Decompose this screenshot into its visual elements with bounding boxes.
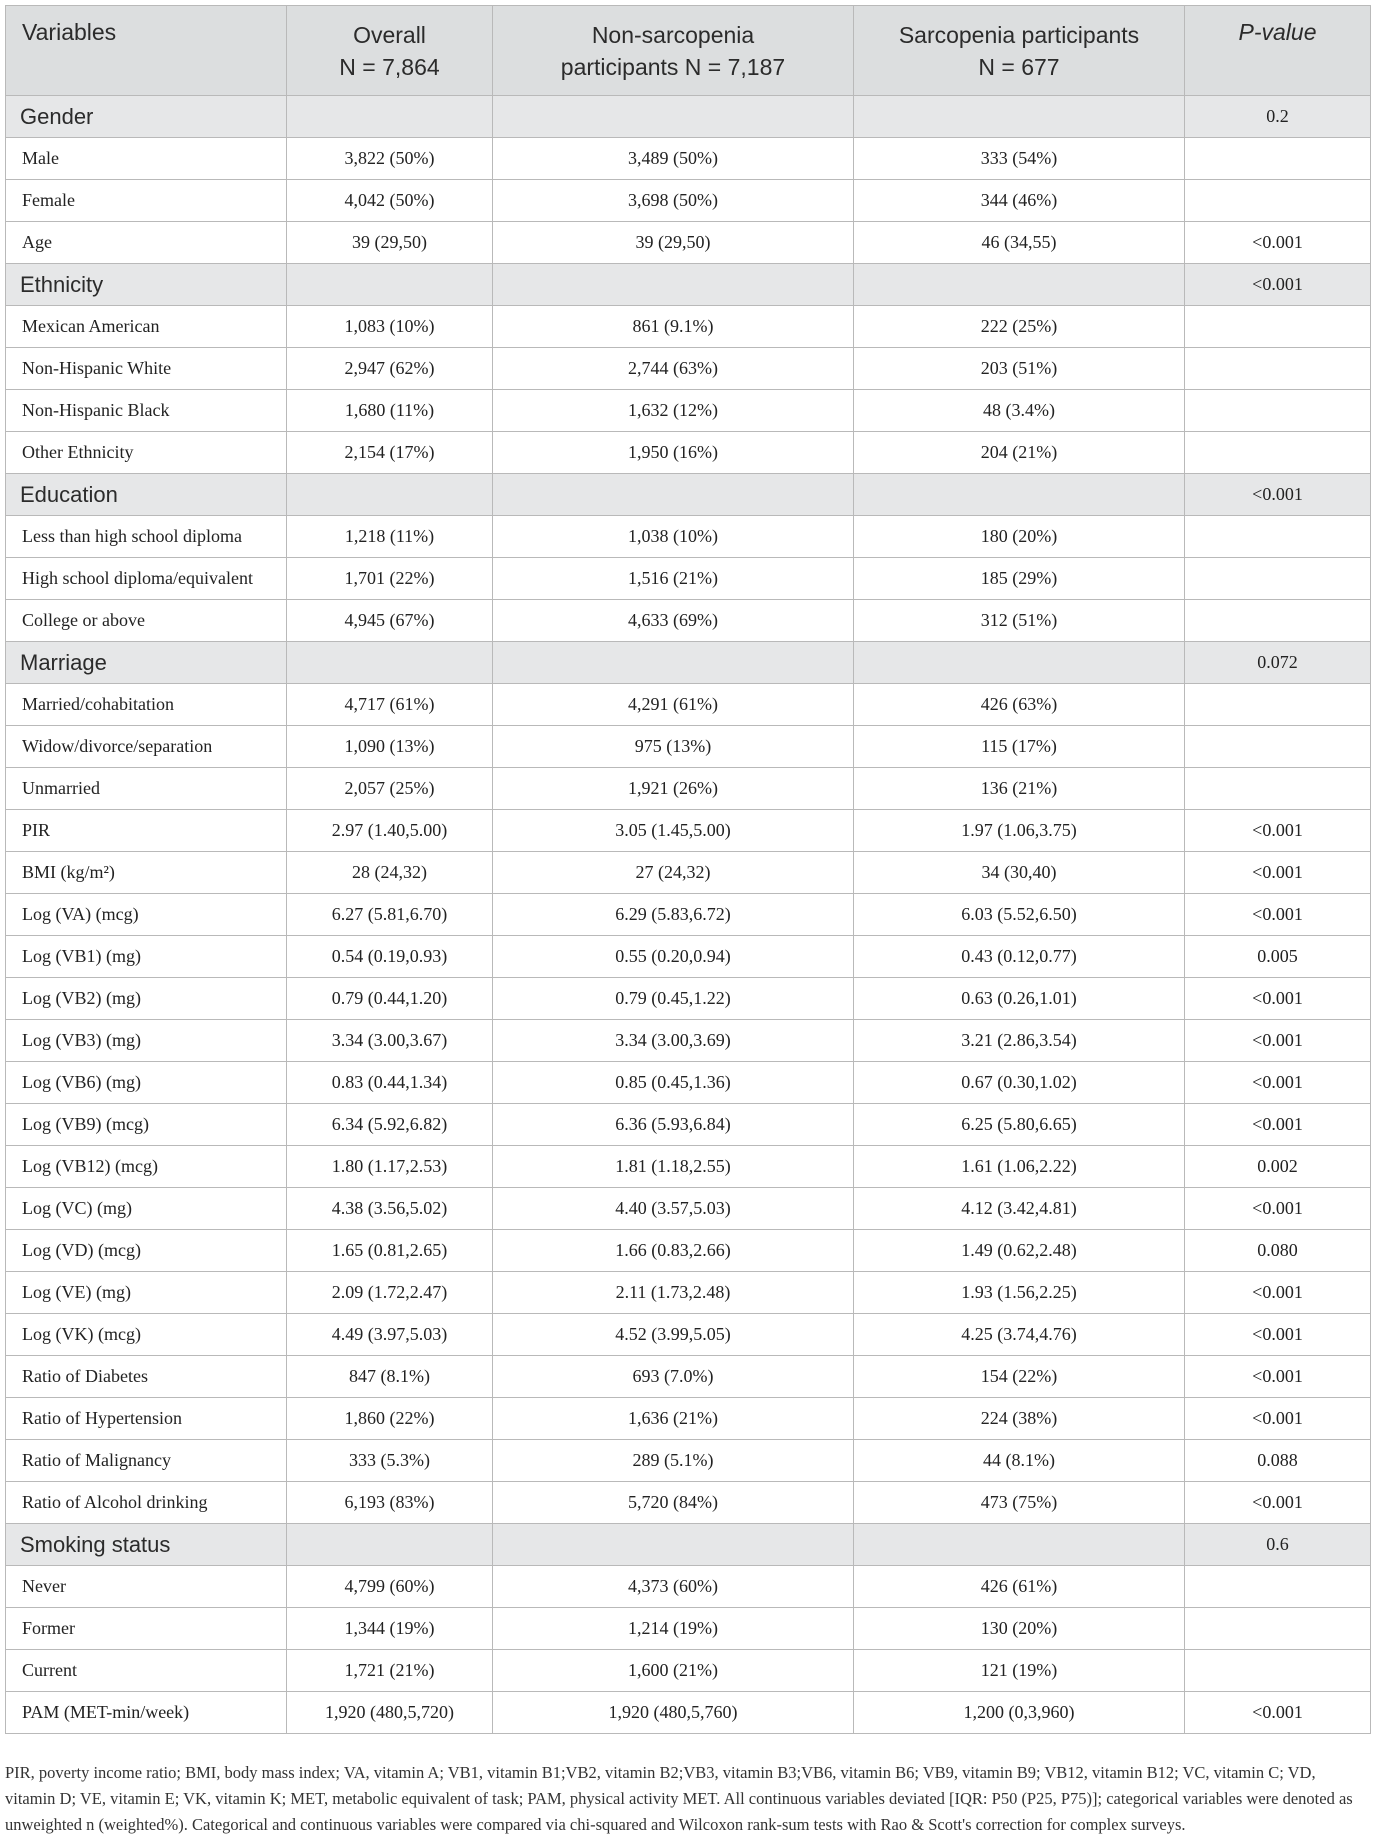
- variable-label: Former: [6, 1608, 287, 1650]
- section-empty-cell: [287, 264, 493, 306]
- p-value: 0.080: [1185, 1230, 1371, 1272]
- sarcopenia-value: 0.67 (0.30,1.02): [854, 1062, 1185, 1104]
- p-value: [1185, 600, 1371, 642]
- table-row: [6, 222, 1371, 264]
- variable-label: Log (VB1) (mg): [6, 936, 287, 978]
- table-row: [6, 978, 1371, 1020]
- p-value: [1185, 138, 1371, 180]
- header-p-value-label: P-value: [1238, 19, 1317, 45]
- p-value: [1185, 1608, 1371, 1650]
- non-sarcopenia-value: 5,720 (84%): [493, 1482, 854, 1524]
- overall-value: 4.38 (3.56,5.02): [287, 1188, 493, 1230]
- table-row: [6, 894, 1371, 936]
- p-value: [1185, 390, 1371, 432]
- p-value: <0.001: [1185, 852, 1371, 894]
- overall-value: 1,701 (22%): [287, 558, 493, 600]
- sarcopenia-value: 46 (34,55): [854, 222, 1185, 264]
- variable-label: Log (VK) (mcg): [6, 1314, 287, 1356]
- overall-value: 847 (8.1%): [287, 1356, 493, 1398]
- sarcopenia-value: 48 (3.4%): [854, 390, 1185, 432]
- section-empty-cell: [493, 96, 854, 138]
- overall-value: 6,193 (83%): [287, 1482, 493, 1524]
- section-p-value: 0.2: [1185, 96, 1371, 138]
- variable-label: Age: [6, 222, 287, 264]
- variable-label: Log (VB3) (mg): [6, 1020, 287, 1062]
- section-empty-cell: [287, 642, 493, 684]
- p-value: <0.001: [1185, 1272, 1371, 1314]
- variable-label: BMI (kg/m²): [6, 852, 287, 894]
- non-sarcopenia-value: 6.29 (5.83,6.72): [493, 894, 854, 936]
- header-sarcopenia-title: Sarcopenia participants: [898, 21, 1140, 48]
- sarcopenia-value: 204 (21%): [854, 432, 1185, 474]
- overall-value: 2.97 (1.40,5.00): [287, 810, 493, 852]
- overall-value: 4,799 (60%): [287, 1566, 493, 1608]
- table-row: [6, 432, 1371, 474]
- section-row: [6, 642, 1371, 684]
- header-overall-n: N = 7,864: [339, 53, 440, 80]
- variable-label: Married/cohabitation: [6, 684, 287, 726]
- sarcopenia-value: 426 (61%): [854, 1566, 1185, 1608]
- header-non-sarcopenia: [493, 6, 854, 96]
- table-row: [6, 852, 1371, 894]
- p-value: [1185, 768, 1371, 810]
- table-row: [6, 180, 1371, 222]
- section-empty-cell: [854, 642, 1185, 684]
- p-value: [1185, 306, 1371, 348]
- variable-label: Other Ethnicity: [6, 432, 287, 474]
- variable-label: Ratio of Hypertension: [6, 1398, 287, 1440]
- variable-label: Ratio of Alcohol drinking: [6, 1482, 287, 1524]
- p-value: [1185, 726, 1371, 768]
- non-sarcopenia-value: 1.81 (1.18,2.55): [493, 1146, 854, 1188]
- variable-label: Non-Hispanic White: [6, 348, 287, 390]
- section-label: Gender: [6, 96, 287, 138]
- header-non-sarcopenia-title: Non-sarcopenia: [591, 21, 755, 48]
- section-empty-cell: [287, 96, 493, 138]
- sarcopenia-value: 222 (25%): [854, 306, 1185, 348]
- sarcopenia-value: 224 (38%): [854, 1398, 1185, 1440]
- overall-value: 1,721 (21%): [287, 1650, 493, 1692]
- non-sarcopenia-value: 1,214 (19%): [493, 1608, 854, 1650]
- non-sarcopenia-value: 4,633 (69%): [493, 600, 854, 642]
- p-value: 0.005: [1185, 936, 1371, 978]
- non-sarcopenia-value: 693 (7.0%): [493, 1356, 854, 1398]
- sarcopenia-value: 6.25 (5.80,6.65): [854, 1104, 1185, 1146]
- section-p-value: 0.072: [1185, 642, 1371, 684]
- header-variables: Variables: [6, 6, 287, 96]
- sarcopenia-value: 121 (19%): [854, 1650, 1185, 1692]
- section-label: Ethnicity: [6, 264, 287, 306]
- non-sarcopenia-value: 1,038 (10%): [493, 516, 854, 558]
- variable-label: Non-Hispanic Black: [6, 390, 287, 432]
- variable-label: Log (VA) (mcg): [6, 894, 287, 936]
- variable-label: Current: [6, 1650, 287, 1692]
- table-row: [6, 1188, 1371, 1230]
- variable-label: Log (VD) (mcg): [6, 1230, 287, 1272]
- overall-value: 4,042 (50%): [287, 180, 493, 222]
- table-row: [6, 138, 1371, 180]
- table-row: [6, 936, 1371, 978]
- section-empty-cell: [854, 264, 1185, 306]
- p-value: 0.088: [1185, 1440, 1371, 1482]
- characteristics-table: [5, 5, 1371, 1734]
- variable-label: PAM (MET-min/week): [6, 1692, 287, 1734]
- overall-value: 2,947 (62%): [287, 348, 493, 390]
- overall-value: 4.49 (3.97,5.03): [287, 1314, 493, 1356]
- non-sarcopenia-value: 39 (29,50): [493, 222, 854, 264]
- overall-value: 4,945 (67%): [287, 600, 493, 642]
- table-row: [6, 1692, 1371, 1734]
- p-value: <0.001: [1185, 894, 1371, 936]
- variable-label: Log (VB6) (mg): [6, 1062, 287, 1104]
- sarcopenia-value: 333 (54%): [854, 138, 1185, 180]
- p-value: <0.001: [1185, 810, 1371, 852]
- non-sarcopenia-value: 3,489 (50%): [493, 138, 854, 180]
- section-empty-cell: [287, 1524, 493, 1566]
- overall-value: 0.83 (0.44,1.34): [287, 1062, 493, 1104]
- p-value: <0.001: [1185, 1314, 1371, 1356]
- non-sarcopenia-value: 1,921 (26%): [493, 768, 854, 810]
- non-sarcopenia-value: 975 (13%): [493, 726, 854, 768]
- p-value: <0.001: [1185, 1692, 1371, 1734]
- header-sarcopenia: [854, 6, 1185, 96]
- non-sarcopenia-value: 27 (24,32): [493, 852, 854, 894]
- overall-value: 6.27 (5.81,6.70): [287, 894, 493, 936]
- p-value: <0.001: [1185, 978, 1371, 1020]
- p-value: [1185, 516, 1371, 558]
- sarcopenia-value: 4.25 (3.74,4.76): [854, 1314, 1185, 1356]
- sarcopenia-value: 4.12 (3.42,4.81): [854, 1188, 1185, 1230]
- overall-value: 1.80 (1.17,2.53): [287, 1146, 493, 1188]
- section-label: Smoking status: [6, 1524, 287, 1566]
- p-value: <0.001: [1185, 1398, 1371, 1440]
- section-empty-cell: [493, 474, 854, 516]
- table-row: [6, 348, 1371, 390]
- non-sarcopenia-value: 1.66 (0.83,2.66): [493, 1230, 854, 1272]
- overall-value: 1,090 (13%): [287, 726, 493, 768]
- overall-value: 0.54 (0.19,0.93): [287, 936, 493, 978]
- sarcopenia-value: 312 (51%): [854, 600, 1185, 642]
- variable-label: Less than high school diploma: [6, 516, 287, 558]
- p-value: <0.001: [1185, 1104, 1371, 1146]
- table-row: [6, 810, 1371, 852]
- section-p-value: <0.001: [1185, 264, 1371, 306]
- section-empty-cell: [493, 264, 854, 306]
- variable-label: Log (VE) (mg): [6, 1272, 287, 1314]
- section-empty-cell: [854, 96, 1185, 138]
- sarcopenia-value: 0.63 (0.26,1.01): [854, 978, 1185, 1020]
- overall-value: 1.65 (0.81,2.65): [287, 1230, 493, 1272]
- section-label: Education: [6, 474, 287, 516]
- table-row: [6, 684, 1371, 726]
- table-row: [6, 1230, 1371, 1272]
- overall-value: 6.34 (5.92,6.82): [287, 1104, 493, 1146]
- table-row: [6, 1356, 1371, 1398]
- overall-value: 1,680 (11%): [287, 390, 493, 432]
- table-footnote: PIR, poverty income ratio; BMI, body mass index; VA, vitamin A; VB1, vitamin B1;VB2, vitamin B2;VB3, vitamin B3;VB6, vitamin B6; VB9, vitamin B9; VB12, vitamin B12; VC, vitamin C; VD, vitamin D; VE, vitamin E; VK, vitamin K; MET, metabolic equivalent of task; PAM, physical activity MET. All continuous variables deviated [IQR: P50 (P25, P75)]; categorical variables were denoted as unweighted n (weighted%). Categorical and continuous variables were compared via chi-squared and Wilcoxon rank-sum tests with Rao & Scott's correction for complex surveys.: [5, 1763, 1353, 1834]
- non-sarcopenia-value: 4.40 (3.57,5.03): [493, 1188, 854, 1230]
- sarcopenia-value: 34 (30,40): [854, 852, 1185, 894]
- sarcopenia-value: 1.93 (1.56,2.25): [854, 1272, 1185, 1314]
- variable-label: Female: [6, 180, 287, 222]
- table-row: [6, 1062, 1371, 1104]
- table-row: [6, 1608, 1371, 1650]
- non-sarcopenia-value: 0.85 (0.45,1.36): [493, 1062, 854, 1104]
- overall-value: 333 (5.3%): [287, 1440, 493, 1482]
- table-row: [6, 726, 1371, 768]
- p-value: <0.001: [1185, 1062, 1371, 1104]
- section-empty-cell: [854, 474, 1185, 516]
- sarcopenia-value: 6.03 (5.52,6.50): [854, 894, 1185, 936]
- overall-value: 1,218 (11%): [287, 516, 493, 558]
- non-sarcopenia-value: 1,950 (16%): [493, 432, 854, 474]
- non-sarcopenia-value: 0.79 (0.45,1.22): [493, 978, 854, 1020]
- p-value: [1185, 348, 1371, 390]
- section-empty-cell: [493, 642, 854, 684]
- table-row: [6, 1020, 1371, 1062]
- table-header: [6, 6, 1371, 96]
- table-row: [6, 1314, 1371, 1356]
- section-row: [6, 1524, 1371, 1566]
- header-overall: [287, 6, 493, 96]
- overall-value: 2,154 (17%): [287, 432, 493, 474]
- header-sarcopenia-n: N = 677: [978, 53, 1060, 80]
- p-value: [1185, 432, 1371, 474]
- sarcopenia-value: 473 (75%): [854, 1482, 1185, 1524]
- variable-label: Unmarried: [6, 768, 287, 810]
- sarcopenia-value: 130 (20%): [854, 1608, 1185, 1650]
- non-sarcopenia-value: 1,516 (21%): [493, 558, 854, 600]
- p-value: <0.001: [1185, 222, 1371, 264]
- overall-value: 3.34 (3.00,3.67): [287, 1020, 493, 1062]
- variable-label: Ratio of Diabetes: [6, 1356, 287, 1398]
- sarcopenia-value: 1,200 (0,3,960): [854, 1692, 1185, 1734]
- variable-label: Log (VB12) (mcg): [6, 1146, 287, 1188]
- p-value: [1185, 1650, 1371, 1692]
- non-sarcopenia-value: 3.05 (1.45,5.00): [493, 810, 854, 852]
- overall-value: 2,057 (25%): [287, 768, 493, 810]
- table-body: [6, 96, 1371, 1734]
- section-empty-cell: [493, 1524, 854, 1566]
- p-value: <0.001: [1185, 1188, 1371, 1230]
- non-sarcopenia-value: 3,698 (50%): [493, 180, 854, 222]
- table-row: [6, 1440, 1371, 1482]
- non-sarcopenia-value: 4,373 (60%): [493, 1566, 854, 1608]
- variable-label: Log (VB9) (mcg): [6, 1104, 287, 1146]
- p-value: [1185, 558, 1371, 600]
- overall-value: 2.09 (1.72,2.47): [287, 1272, 493, 1314]
- variable-label: Log (VB2) (mg): [6, 978, 287, 1020]
- non-sarcopenia-value: 2,744 (63%): [493, 348, 854, 390]
- table-row: [6, 1104, 1371, 1146]
- table-row: [6, 390, 1371, 432]
- sarcopenia-value: 344 (46%): [854, 180, 1185, 222]
- non-sarcopenia-value: 289 (5.1%): [493, 1440, 854, 1482]
- overall-value: 1,920 (480,5,720): [287, 1692, 493, 1734]
- sarcopenia-value: 1.49 (0.62,2.48): [854, 1230, 1185, 1272]
- overall-value: 0.79 (0.44,1.20): [287, 978, 493, 1020]
- table-row: [6, 306, 1371, 348]
- p-value: <0.001: [1185, 1020, 1371, 1062]
- variable-label: Never: [6, 1566, 287, 1608]
- variable-label: Log (VC) (mg): [6, 1188, 287, 1230]
- sarcopenia-value: 115 (17%): [854, 726, 1185, 768]
- sarcopenia-value: 1.61 (1.06,2.22): [854, 1146, 1185, 1188]
- section-empty-cell: [287, 474, 493, 516]
- sarcopenia-value: 185 (29%): [854, 558, 1185, 600]
- table-row: [6, 558, 1371, 600]
- table-row: [6, 1146, 1371, 1188]
- table-row: [6, 600, 1371, 642]
- p-value: [1185, 1566, 1371, 1608]
- non-sarcopenia-value: 0.55 (0.20,0.94): [493, 936, 854, 978]
- variable-label: Ratio of Malignancy: [6, 1440, 287, 1482]
- non-sarcopenia-value: 1,920 (480,5,760): [493, 1692, 854, 1734]
- sarcopenia-value: 180 (20%): [854, 516, 1185, 558]
- header-non-sarcopenia-n: participants N = 7,187: [560, 53, 786, 80]
- variable-label: PIR: [6, 810, 287, 852]
- non-sarcopenia-value: 861 (9.1%): [493, 306, 854, 348]
- table-row: [6, 1398, 1371, 1440]
- variable-label: College or above: [6, 600, 287, 642]
- non-sarcopenia-value: 4,291 (61%): [493, 684, 854, 726]
- overall-value: 39 (29,50): [287, 222, 493, 264]
- overall-value: 28 (24,32): [287, 852, 493, 894]
- non-sarcopenia-value: 6.36 (5.93,6.84): [493, 1104, 854, 1146]
- sarcopenia-value: 44 (8.1%): [854, 1440, 1185, 1482]
- sarcopenia-value: 426 (63%): [854, 684, 1185, 726]
- overall-value: 1,344 (19%): [287, 1608, 493, 1650]
- p-value: <0.001: [1185, 1482, 1371, 1524]
- overall-value: 1,083 (10%): [287, 306, 493, 348]
- sarcopenia-value: 203 (51%): [854, 348, 1185, 390]
- header-overall-title: Overall: [353, 21, 426, 48]
- table-row: [6, 1272, 1371, 1314]
- sarcopenia-value: 136 (21%): [854, 768, 1185, 810]
- section-empty-cell: [854, 1524, 1185, 1566]
- p-value: 0.002: [1185, 1146, 1371, 1188]
- non-sarcopenia-value: 1,636 (21%): [493, 1398, 854, 1440]
- table-row: [6, 768, 1371, 810]
- header-p-value: [1185, 6, 1371, 96]
- section-p-value: <0.001: [1185, 474, 1371, 516]
- variable-label: Mexican American: [6, 306, 287, 348]
- overall-value: 1,860 (22%): [287, 1398, 493, 1440]
- table-row: [6, 1650, 1371, 1692]
- section-row: [6, 264, 1371, 306]
- variable-label: Widow/divorce/separation: [6, 726, 287, 768]
- section-p-value: 0.6: [1185, 1524, 1371, 1566]
- table-row: [6, 1482, 1371, 1524]
- sarcopenia-value: 3.21 (2.86,3.54): [854, 1020, 1185, 1062]
- non-sarcopenia-value: 3.34 (3.00,3.69): [493, 1020, 854, 1062]
- sarcopenia-value: 0.43 (0.12,0.77): [854, 936, 1185, 978]
- section-row: [6, 474, 1371, 516]
- non-sarcopenia-value: 4.52 (3.99,5.05): [493, 1314, 854, 1356]
- non-sarcopenia-value: 1,600 (21%): [493, 1650, 854, 1692]
- section-label: Marriage: [6, 642, 287, 684]
- table-row: [6, 1566, 1371, 1608]
- overall-value: 3,822 (50%): [287, 138, 493, 180]
- p-value: <0.001: [1185, 1356, 1371, 1398]
- sarcopenia-value: 1.97 (1.06,3.75): [854, 810, 1185, 852]
- variable-label: High school diploma/equivalent: [6, 558, 287, 600]
- variable-label: Male: [6, 138, 287, 180]
- non-sarcopenia-value: 1,632 (12%): [493, 390, 854, 432]
- non-sarcopenia-value: 2.11 (1.73,2.48): [493, 1272, 854, 1314]
- p-value: [1185, 684, 1371, 726]
- overall-value: 4,717 (61%): [287, 684, 493, 726]
- p-value: [1185, 180, 1371, 222]
- sarcopenia-value: 154 (22%): [854, 1356, 1185, 1398]
- section-row: [6, 96, 1371, 138]
- table-row: [6, 516, 1371, 558]
